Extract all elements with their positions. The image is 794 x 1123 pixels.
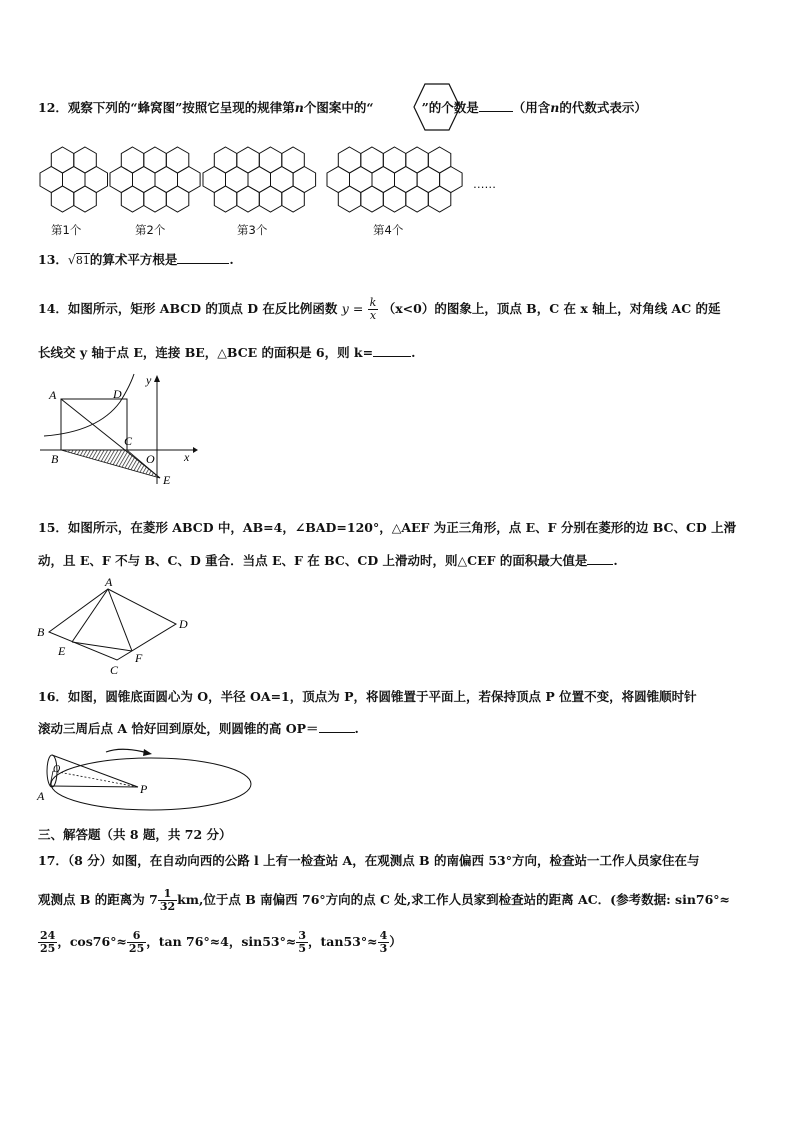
- honeycomb-cell: [428, 147, 451, 173]
- q17-dist-num: 1: [158, 888, 177, 901]
- honeycomb-cell: [144, 186, 167, 212]
- honeycomb-cell: [338, 186, 361, 212]
- q15-line1: [38, 520, 736, 536]
- honeycomb-cell: [121, 186, 144, 212]
- q12-caption-3: 第3个: [237, 223, 268, 237]
- q17-line2: [38, 888, 730, 913]
- q13-rest: 的算术平方根是: [89, 252, 178, 267]
- q17-distance-fraction: [158, 888, 177, 913]
- q14-line1: [38, 297, 721, 322]
- q13-end: .: [229, 252, 234, 267]
- q17-frac-sin53: [296, 930, 308, 955]
- q15-figure: [36, 576, 196, 676]
- honeycomb-cell: [395, 167, 418, 193]
- honeycomb-cell: [293, 167, 316, 193]
- q13-radical: √81: [67, 252, 90, 267]
- honeycomb-cell: [383, 186, 406, 212]
- q14-func-x: x: [369, 309, 377, 322]
- q15-line2: [38, 552, 618, 569]
- honeycomb-cell: [406, 147, 429, 173]
- q12-part2: 个图案中的“: [303, 100, 374, 115]
- q16-line2-text: 滚动三周后点 A 恰好回到原处，则圆锥的高 OP＝: [38, 721, 319, 736]
- q15-end: .: [613, 553, 618, 568]
- q13-answer-blank[interactable]: [177, 251, 229, 264]
- q12-honeycomb-figures: [30, 140, 510, 225]
- q12-hexagon-icon: [413, 82, 461, 132]
- q17-f1-den: 25: [40, 942, 56, 955]
- q17-t4: ）: [389, 934, 402, 949]
- q17-t1: ，cos76°≈: [57, 934, 127, 949]
- q13-radicand: 81: [75, 254, 90, 267]
- q12-caption-1: 第1个: [51, 223, 82, 237]
- honeycomb-cell: [259, 147, 282, 173]
- q15-line1-text: 15．如图所示，在菱形 ABCD 中，AB=4，∠BAD=120°，△AEF 为正三角形，点 E、F 分别在菱形的边 BC、CD 上滑: [38, 520, 737, 535]
- q17-f3-num: 3: [298, 929, 307, 942]
- honeycomb-cell: [85, 167, 108, 193]
- q17-f1-num: 24: [40, 929, 56, 942]
- honeycomb-cell: [51, 186, 74, 212]
- honeycomb-cell: [327, 167, 350, 193]
- q16-figure: [36, 744, 226, 812]
- q17-f2-num: 6: [127, 930, 146, 943]
- honeycomb-cell: [226, 167, 249, 193]
- q14-line2-text: 长线交 y 轴于点 E，连接 BE，△BCE 的面积是 6，则 k=: [38, 345, 374, 360]
- q14-figure: [38, 372, 198, 490]
- honeycomb-cell: [282, 147, 305, 173]
- q12-part3: ”的个数是: [421, 100, 479, 115]
- q17-f4-den: 3: [379, 942, 388, 955]
- q12-caption-2: 第2个: [135, 223, 166, 237]
- q14-label-A: A: [49, 388, 57, 402]
- q14-answer-blank[interactable]: [373, 344, 411, 357]
- honeycomb-cell: [383, 147, 406, 173]
- q17-frac-cos76: [127, 930, 146, 955]
- q15-line2-text: 动，且 E、F 不与 B、C、D 重合．当点 E、F 在 BC、CD 上滑动时，则△CEF 的面积最大值是: [38, 553, 588, 568]
- q17-f4-num: 4: [379, 929, 388, 942]
- honeycomb-cell: [166, 147, 189, 173]
- honeycomb-cell: [237, 186, 259, 212]
- q13-text: [38, 251, 234, 269]
- honeycomb-cell: [428, 186, 451, 212]
- q15-label-A: A: [105, 575, 113, 589]
- honeycomb-cell: [350, 167, 373, 193]
- q12-part5: 的代数式表示）: [559, 100, 647, 115]
- q16-line1: [38, 689, 697, 705]
- honeycomb-cell: [214, 186, 237, 212]
- honeycomb-cell: [214, 147, 237, 173]
- honeycomb-cell: [259, 186, 282, 212]
- honeycomb-cell: [440, 167, 463, 193]
- honeycomb-cell: [282, 186, 305, 212]
- q17-t2: ，tan 76°≈4，sin53°≈: [146, 934, 297, 949]
- honeycomb-cell: [178, 167, 201, 193]
- q17-frac-tan53: [378, 930, 390, 955]
- honeycomb-cell: [237, 147, 259, 173]
- q14-func-y: y =: [341, 301, 364, 316]
- q14-label-B: B: [51, 452, 59, 466]
- q14-label-x: x: [184, 450, 190, 464]
- q14-label-E: E: [163, 473, 171, 487]
- q17-f2-den: 25: [128, 942, 145, 955]
- q16-label-P: P: [140, 782, 148, 796]
- q14-label-D: D: [113, 387, 122, 401]
- q12-n1: n: [294, 100, 304, 115]
- honeycomb-cell: [63, 167, 86, 193]
- honeycomb-cell: [166, 186, 189, 212]
- q16-line2: [38, 720, 359, 737]
- q12-text: [38, 99, 647, 116]
- q17-line1-text: 17．（8 分）如图，在自动向西的公路 l 上有一检查站 A，在观测点 B 的南偏西 53°方向，检查站一工作人员家住在与: [38, 853, 700, 868]
- q14-label-O: O: [146, 452, 155, 466]
- honeycomb-cell: [417, 167, 440, 193]
- q12-n2: n: [550, 100, 560, 115]
- honeycomb-cell: [121, 147, 144, 173]
- honeycomb-cell: [74, 186, 97, 212]
- q16-label-A: A: [37, 789, 45, 803]
- q12-ellipsis: ……: [473, 177, 496, 191]
- q12-part1: 12．观察下列的“蜂窝图”按照它呈现的规律第: [38, 100, 295, 115]
- honeycomb-cell: [144, 147, 167, 173]
- honeycomb-cell: [248, 167, 271, 193]
- q14-func-fraction: [368, 297, 379, 322]
- q14-line1-b: （x<0）的图象上，顶点 B，C 在 x 轴上，对角线 AC 的延: [382, 301, 721, 316]
- q14-line2: [38, 344, 415, 361]
- q17-line1: [38, 853, 699, 869]
- honeycomb-cell: [203, 167, 226, 193]
- honeycomb-cell: [361, 147, 384, 173]
- honeycomb-cell: [361, 186, 384, 212]
- q16-answer-blank[interactable]: [319, 720, 355, 733]
- q16-rotation-arrow: [106, 749, 148, 753]
- section3-title: 三、解答题（共 8 题，共 72 分）: [38, 827, 232, 842]
- honeycomb-cell: [133, 167, 156, 193]
- q14-line1-a: 14．如图所示，矩形 ABCD 的顶点 D 在反比例函数: [38, 301, 338, 316]
- q17-line3: [38, 930, 402, 955]
- q17-f3-den: 5: [298, 942, 307, 955]
- q16-line1-text: 16．如图，圆锥底面圆心为 O，半径 OA=1，顶点为 P，将圆锥置于平面上，若保持顶点 P 位置不变，将圆锥顺时针: [38, 689, 697, 704]
- q12-caption-4: 第4个: [373, 223, 404, 237]
- q15-label-C: C: [110, 663, 119, 677]
- q17-line2-a: 观测点 B 的距离为 7: [38, 892, 158, 907]
- q15-label-B: B: [37, 625, 45, 639]
- q15-answer-blank[interactable]: [587, 552, 613, 565]
- q15-label-D: D: [179, 617, 188, 631]
- honeycomb-cell: [51, 147, 74, 173]
- q17-line2-b: km,位于点 B 南偏西 76°方向的点 C 处,求工作人员家到检查站的距离 AC．(参考数据: sin76°≈: [177, 892, 731, 907]
- q17-t3: ，tan53°≈: [308, 934, 378, 949]
- q14-label-y: y: [146, 373, 152, 387]
- q16-label-O: O: [53, 764, 61, 775]
- q15-label-E: E: [58, 644, 66, 658]
- honeycomb-cell: [155, 167, 178, 193]
- honeycomb-cell: [40, 167, 63, 193]
- q17-dist-den: 32: [159, 900, 176, 913]
- q14-hyperbola: [44, 374, 134, 436]
- q14-label-C: C: [124, 434, 133, 448]
- q17-frac-sin76: [38, 930, 57, 955]
- q13-number: 13．: [38, 252, 68, 267]
- q14-func-k: k: [369, 296, 377, 309]
- honeycomb-cell: [406, 186, 429, 212]
- section3-heading: [38, 827, 232, 843]
- honeycomb-cell: [74, 147, 97, 173]
- q12-answer-blank[interactable]: [479, 99, 513, 112]
- q16-end: .: [354, 721, 359, 736]
- honeycomb-cell: [372, 167, 395, 193]
- q14-end: .: [411, 345, 416, 360]
- q12-part4: （用含: [512, 100, 551, 115]
- honeycomb-cell: [338, 147, 361, 173]
- honeycomb-cell: [271, 167, 294, 193]
- honeycomb-cell: [110, 167, 133, 193]
- q15-label-F: F: [135, 651, 143, 665]
